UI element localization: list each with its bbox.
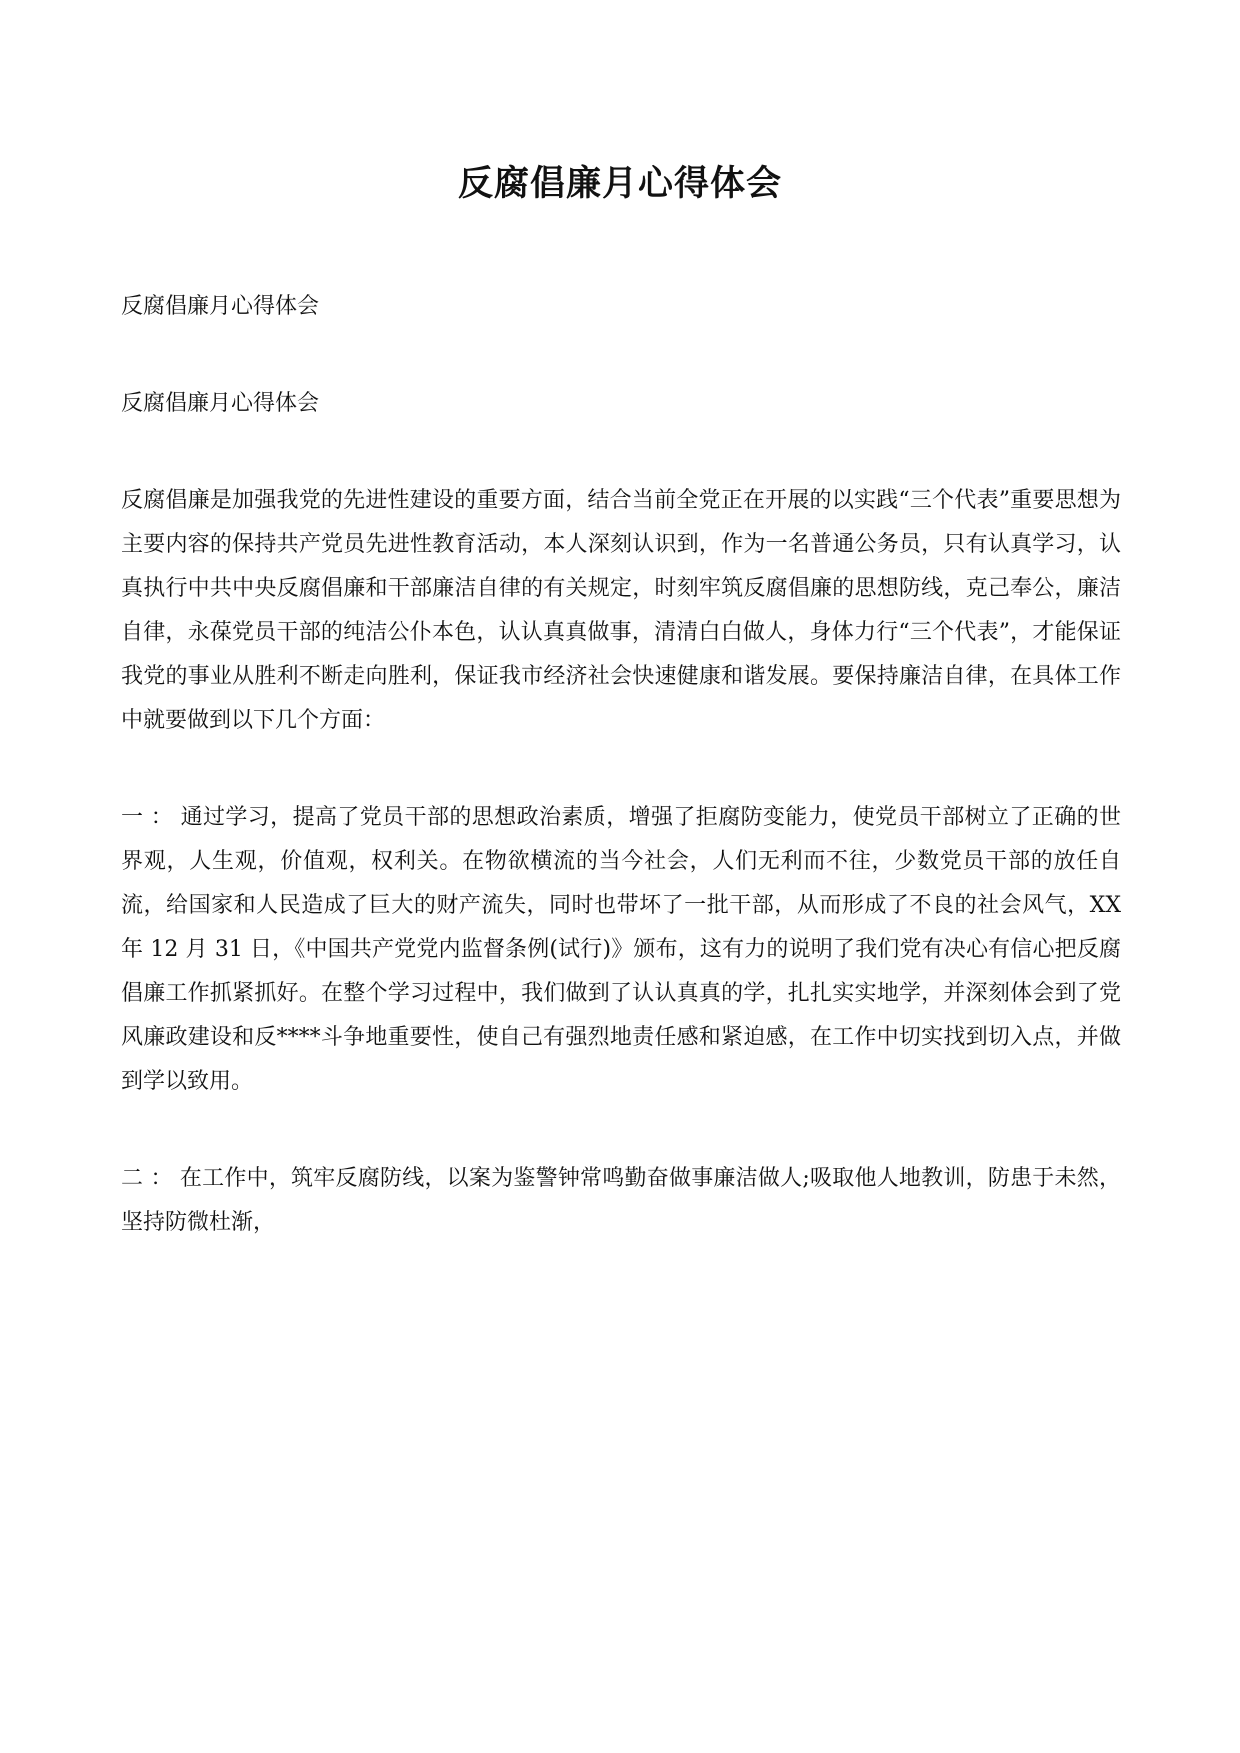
- document-subtitle-2: 反腐倡廉月心得体会: [121, 391, 320, 416]
- document-subtitle-1: 反腐倡廉月心得体会: [121, 294, 320, 319]
- paragraph-point-two: 二 ： 在工作中，筑牢反腐防线，以案为鉴警钟常鸣勤奋做事廉洁做人;吸取他人地教训，防患于未然，坚持防微杜渐，: [121, 1166, 1121, 1235]
- document-body: [121, 285, 1121, 1245]
- document-title: 反腐倡廉月心得体会: [457, 163, 782, 204]
- paragraph-point-one: 一 ： 通过学习，提高了党员干部的思想政治素质，增强了拒腐防变能力，使党员干部树立了正确的世界观，人生观，价值观，权利关。在物欲横流的当今社会，人们无利而不往，少数党员干部的放任自流，给国家和人民造成了巨大的财产流失，同时也带坏了一批干部，从而形成了不良的社会风气，XX 年 12 月 31 日，《中国共产党党内监督条例(试行)》颁布，这有力的说明了我们党有决心有信心把反腐倡廉工作抓紧抓好。在整个学习过程中，我们做到了认认真真的学，扎扎实实地学，并深刻体会到了党风廉政建设和反****斗争地重要性，使自己有强烈地责任感和紧迫感，在工作中切实找到切入点，并做到学以致用。: [121, 805, 1121, 1094]
- paragraph-intro: 反腐倡廉是加强我党的先进性建设的重要方面，结合当前全党正在开展的以实践“三个代表”重要思想为主要内容的保持共产党员先进性教育活动，本人深刻认识到，作为一名普通公务员，只有认真学习，认真执行中共中央反腐倡廉和干部廉洁自律的有关规定，时刻牢筑反腐倡廉的思想防线，克己奉公，廉洁自律，永葆党员干部的纯洁公仆本色，认认真真做事，清清白白做人，身体力行“三个代表”，才能保证我党的事业从胜利不断走向胜利，保证我市经济社会快速健康和谐发展。要保持廉洁自律，在具体工作中就要做到以下几个方面：: [121, 488, 1121, 733]
